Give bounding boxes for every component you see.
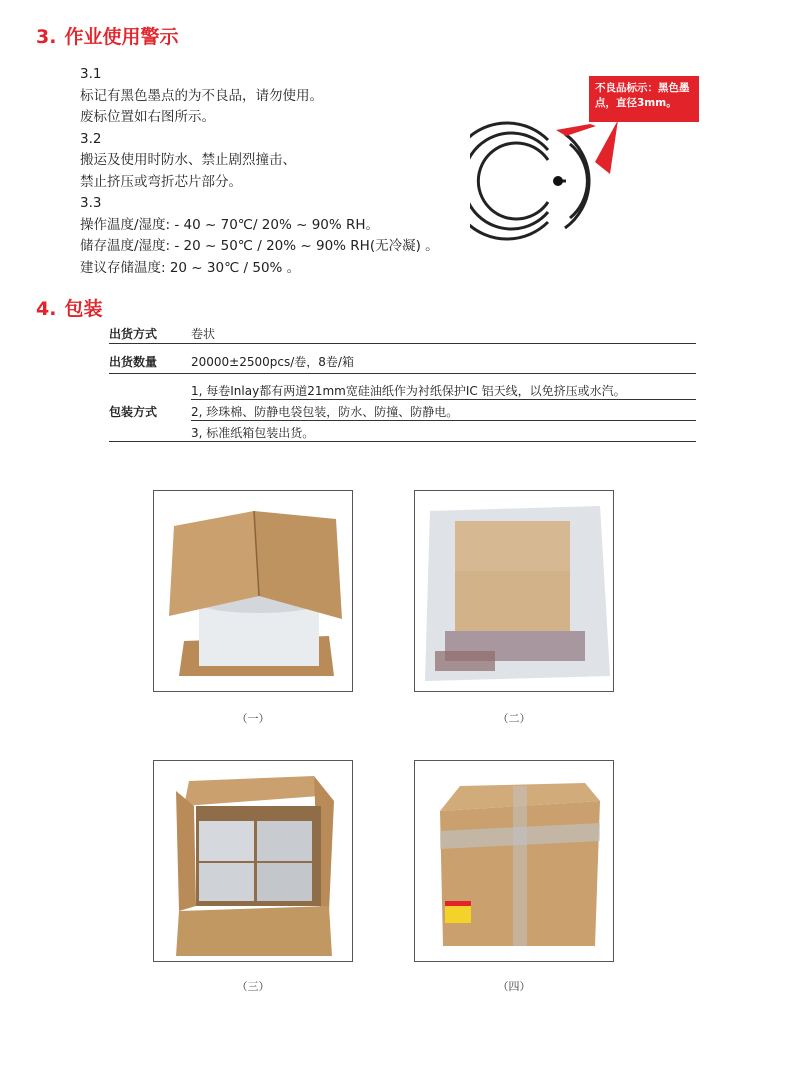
row-divider — [191, 420, 696, 421]
row-value: 1, 每卷Inlay都有两道21mm宽硅油纸作为衬纸保护IC 铝天线，以免挤压或水汽。 — [191, 384, 626, 398]
section-4-title: 包装 — [64, 298, 103, 320]
warning-line: 废标位置如右图所示。 — [80, 109, 215, 125]
defect-dot-icon — [553, 176, 563, 186]
photo-caption: （一） — [236, 712, 270, 725]
row-value: 卷状 — [191, 327, 216, 341]
section-4-heading — [36, 294, 102, 321]
section-3-heading — [36, 22, 178, 49]
photo-caption: （二） — [497, 712, 531, 725]
row-divider — [109, 343, 696, 344]
row-label: 出货数量 — [109, 355, 158, 369]
row-label: 出货方式 — [109, 327, 158, 341]
photo-sealed-box — [414, 760, 614, 962]
warning-line: 3.3 — [80, 195, 102, 211]
photo-box-with-roll — [153, 490, 353, 692]
photo-caption: （四） — [497, 980, 531, 993]
warning-text — [80, 64, 439, 279]
section-4-number: 4. — [36, 298, 57, 320]
section-3-number: 3. — [36, 26, 57, 48]
photo-box-in-antistatic-bag — [414, 490, 614, 692]
inlay-antenna-diagram — [470, 92, 700, 252]
warning-line: 操作温度/湿度: - 40 ~ 70℃/ 20% ~ 90% RH。 — [80, 216, 380, 233]
row-value: 3, 标准纸箱包装出货。 — [191, 426, 315, 440]
warning-line: 储存温度/湿度: - 20 ~ 50℃ / 20% ~ 90% RH(无冷凝) 。 — [80, 238, 439, 254]
row-divider — [109, 441, 696, 442]
photo-open-box-contents — [153, 760, 353, 962]
callout-line: 点，直径3mm。 — [595, 97, 677, 109]
warning-line: 3.2 — [80, 130, 102, 147]
row-label: 包装方式 — [109, 405, 158, 419]
photo-caption: （三） — [236, 980, 270, 993]
row-divider — [109, 373, 696, 374]
row-value: 20000±2500pcs/卷，8卷/箱 — [191, 355, 354, 369]
callout-line: 不良品标示：黑色墨 — [595, 82, 690, 94]
row-divider — [191, 399, 696, 400]
warning-line: 搬运及使用时防水、禁止剧烈撞击、 — [80, 152, 296, 168]
warning-line: 标记有黑色墨点的为不良品，请勿使用。 — [80, 87, 323, 104]
section-3-title: 作业使用警示 — [64, 26, 179, 48]
warning-line: 禁止挤压或弯折芯片部分。 — [80, 173, 242, 190]
row-value: 2, 珍珠棉、防静电袋包装，防水、防撞、防静电。 — [191, 405, 459, 419]
warning-line: 建议存储温度: 20 ~ 30℃ / 50% 。 — [80, 259, 301, 276]
warning-line: 3.1 — [80, 66, 102, 82]
